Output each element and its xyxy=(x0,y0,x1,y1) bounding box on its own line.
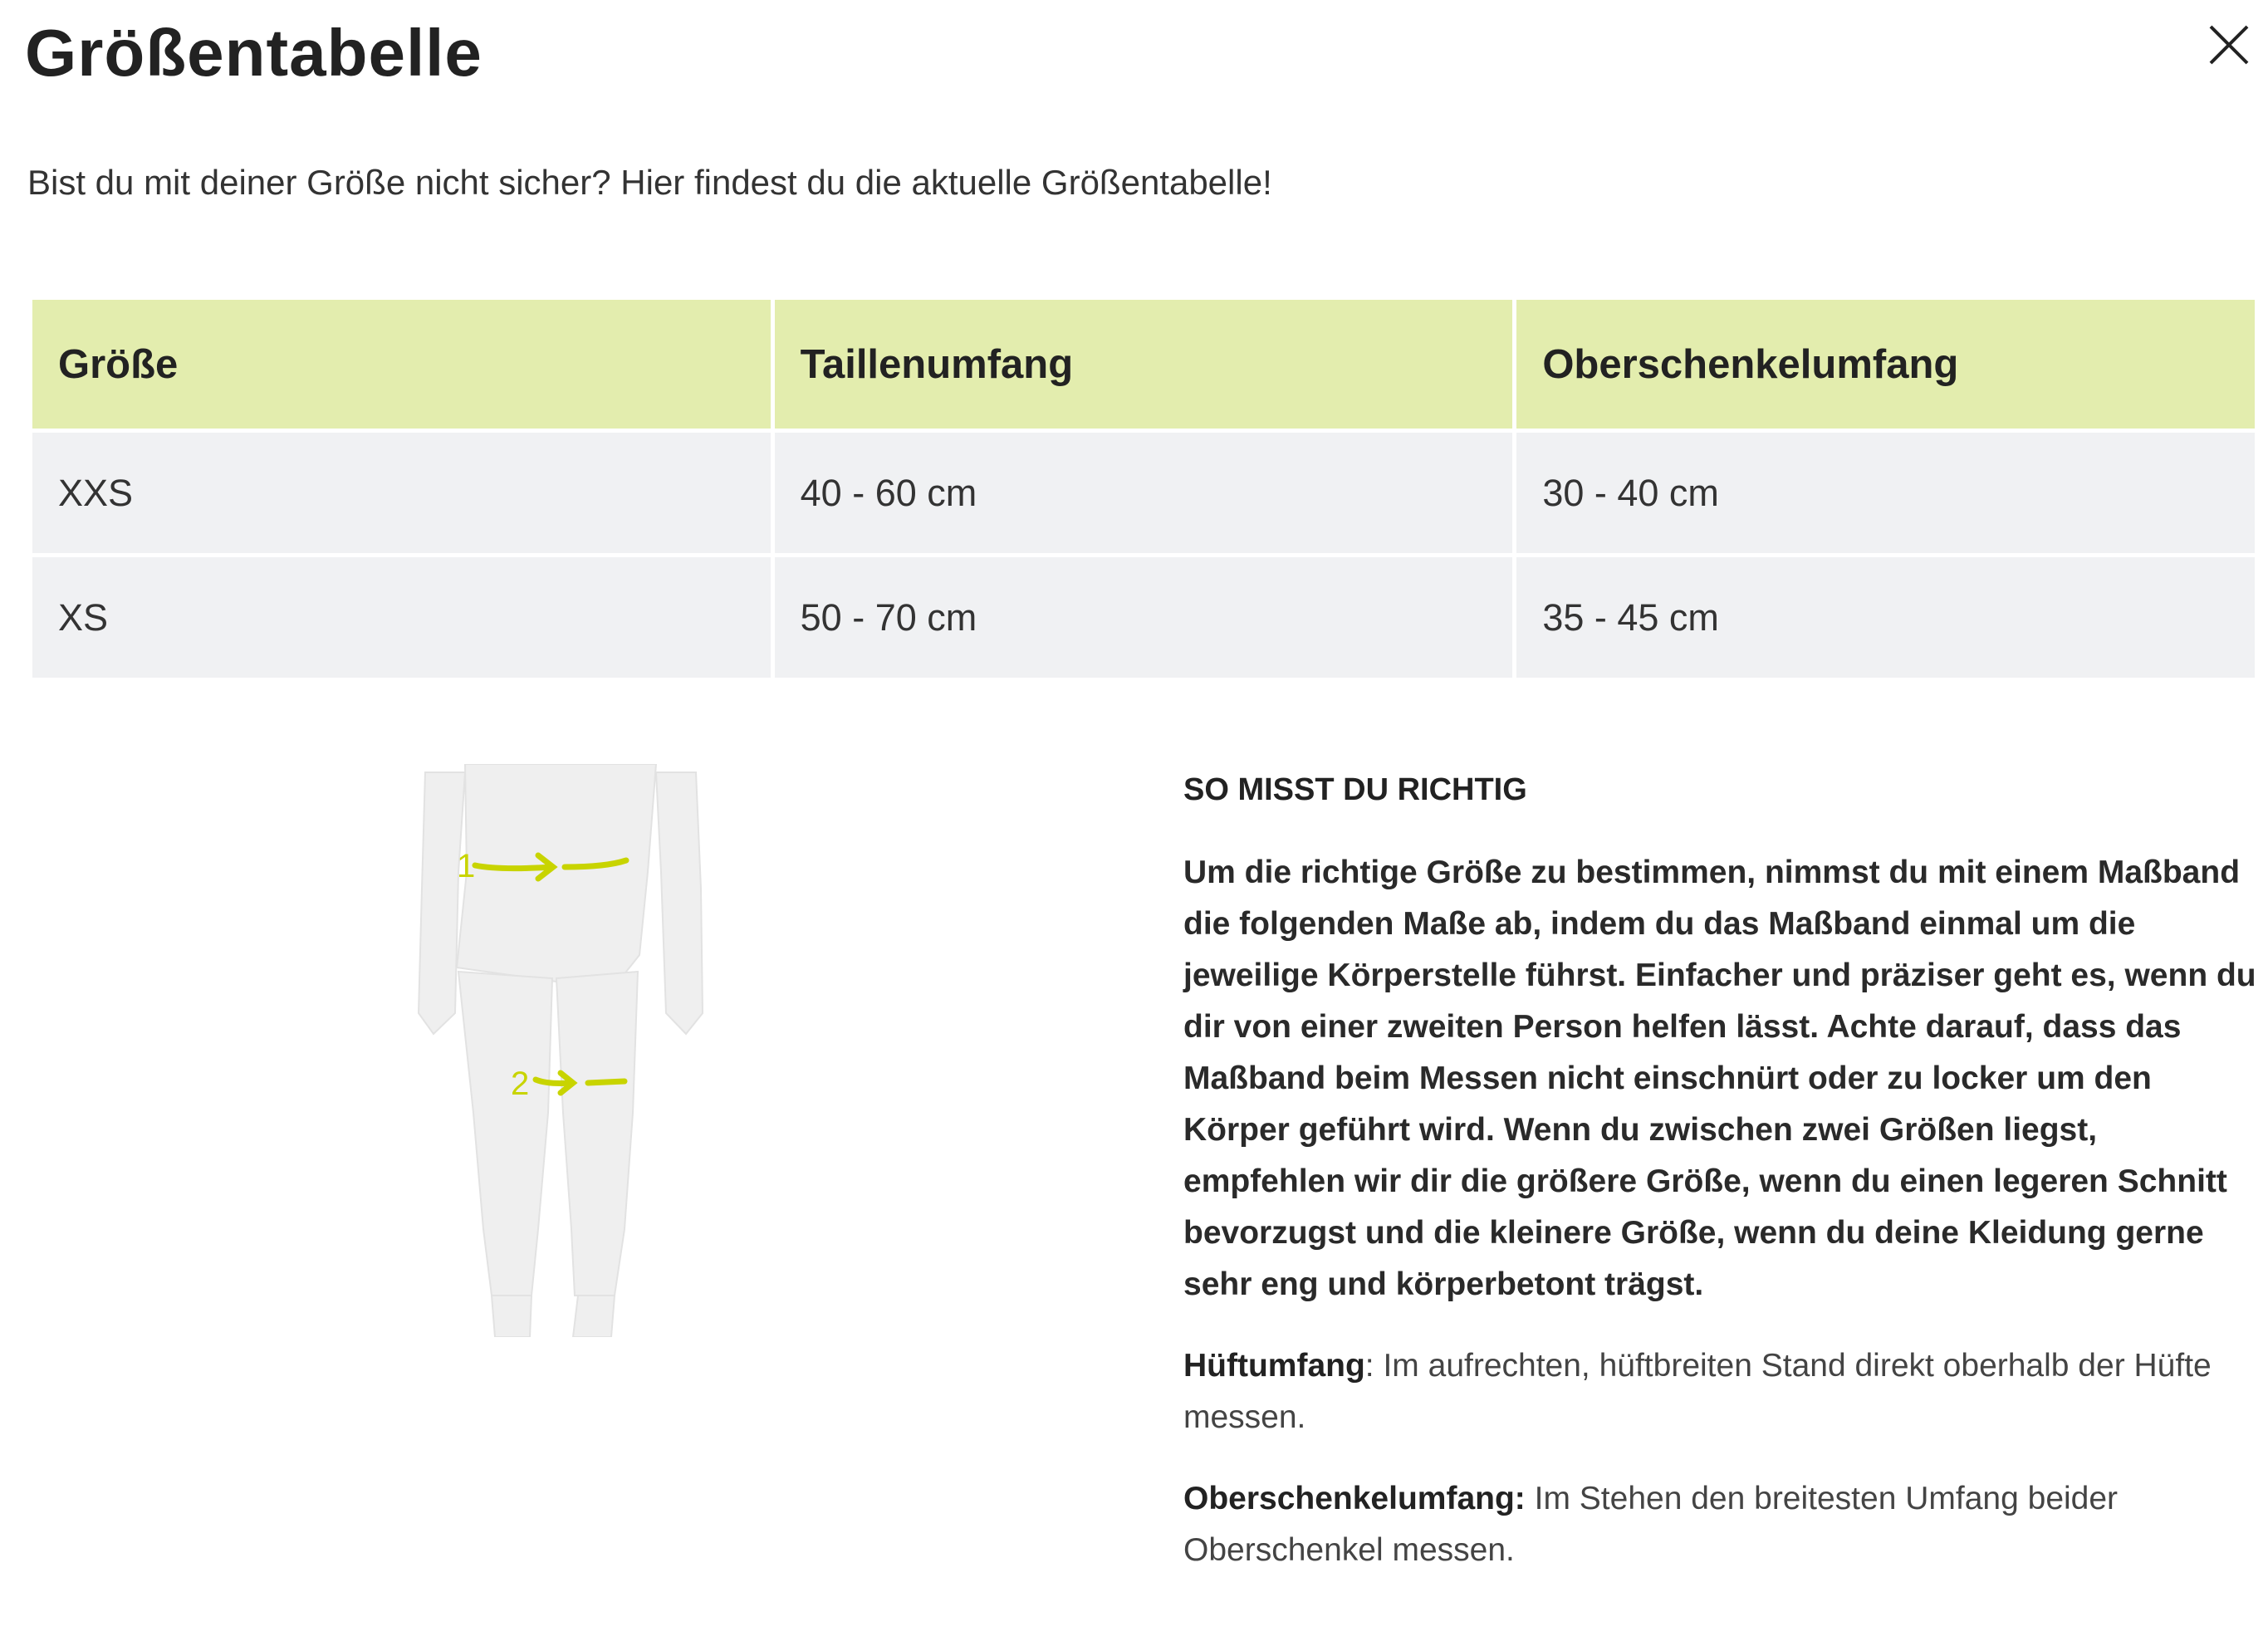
measuring-guide xyxy=(1183,764,2263,1606)
guide-item-text: Im Stehen den breitesten Umfang beider Oberschenkel messen. xyxy=(1183,1481,2119,1568)
guide-item-label: Oberschenkelumfang: xyxy=(1183,1481,1526,1516)
close-icon xyxy=(2207,23,2251,66)
guide-body: Um die richtige Größe zu bestimmen, nimmst du mit einem Maßband die folgenden Maße ab, indem du das Maßband einmal um die jeweilige Körperstelle führst. Einfacher und präziser geht es, wenn du dir von einer zweiten Person helfen lässt. Achte darauf, dass das Maßband beim Messen nicht einschnürt oder zu locker um den Körper geführt wird. Wenn du zwischen zwei Größen liegst, empfehlen wir dir die größere Größe, wenn du einen legeren Schnitt bevorzugst und die kleinere Größe, wenn du deine Kleidung gerne sehr eng und körperbetont trägst. xyxy=(1183,855,2256,1302)
guide-item-thigh xyxy=(1183,1473,2263,1576)
measurement-figure xyxy=(415,764,706,1337)
guide-item-text: : Im aufrechten, hüftbreiten Stand direkt oberhalb der Hüfte messen. xyxy=(1183,1348,2212,1435)
cell-size: XS xyxy=(32,557,771,678)
marker-1: 1 xyxy=(457,848,476,884)
table-row xyxy=(32,557,2255,678)
guide-item-hip xyxy=(1183,1340,2263,1443)
size-table xyxy=(28,296,2259,682)
table-header-row xyxy=(32,300,2255,429)
intro-text: Bist du mit deiner Größe nicht sicher? Hier findest du die aktuelle Größentabelle! xyxy=(27,163,1272,202)
table-row xyxy=(32,433,2255,553)
close-button[interactable] xyxy=(2207,23,2251,66)
guide-heading: SO MISST DU RICHTIG xyxy=(1183,772,1527,807)
modal-title: Größentabelle xyxy=(25,16,483,90)
cell-waist: 40 - 60 cm xyxy=(775,433,1513,553)
cell-size: XXS xyxy=(32,433,771,553)
guide-item-label: Hüftumfang xyxy=(1183,1348,1365,1384)
header-thigh: Oberschenkelumfang xyxy=(1516,300,2255,429)
header-waist: Taillenumfang xyxy=(775,300,1513,429)
marker-2: 2 xyxy=(511,1065,530,1102)
cell-thigh: 30 - 40 cm xyxy=(1516,433,2255,553)
header-size: Größe xyxy=(32,300,771,429)
cell-waist: 50 - 70 cm xyxy=(775,557,1513,678)
cell-thigh: 35 - 45 cm xyxy=(1516,557,2255,678)
